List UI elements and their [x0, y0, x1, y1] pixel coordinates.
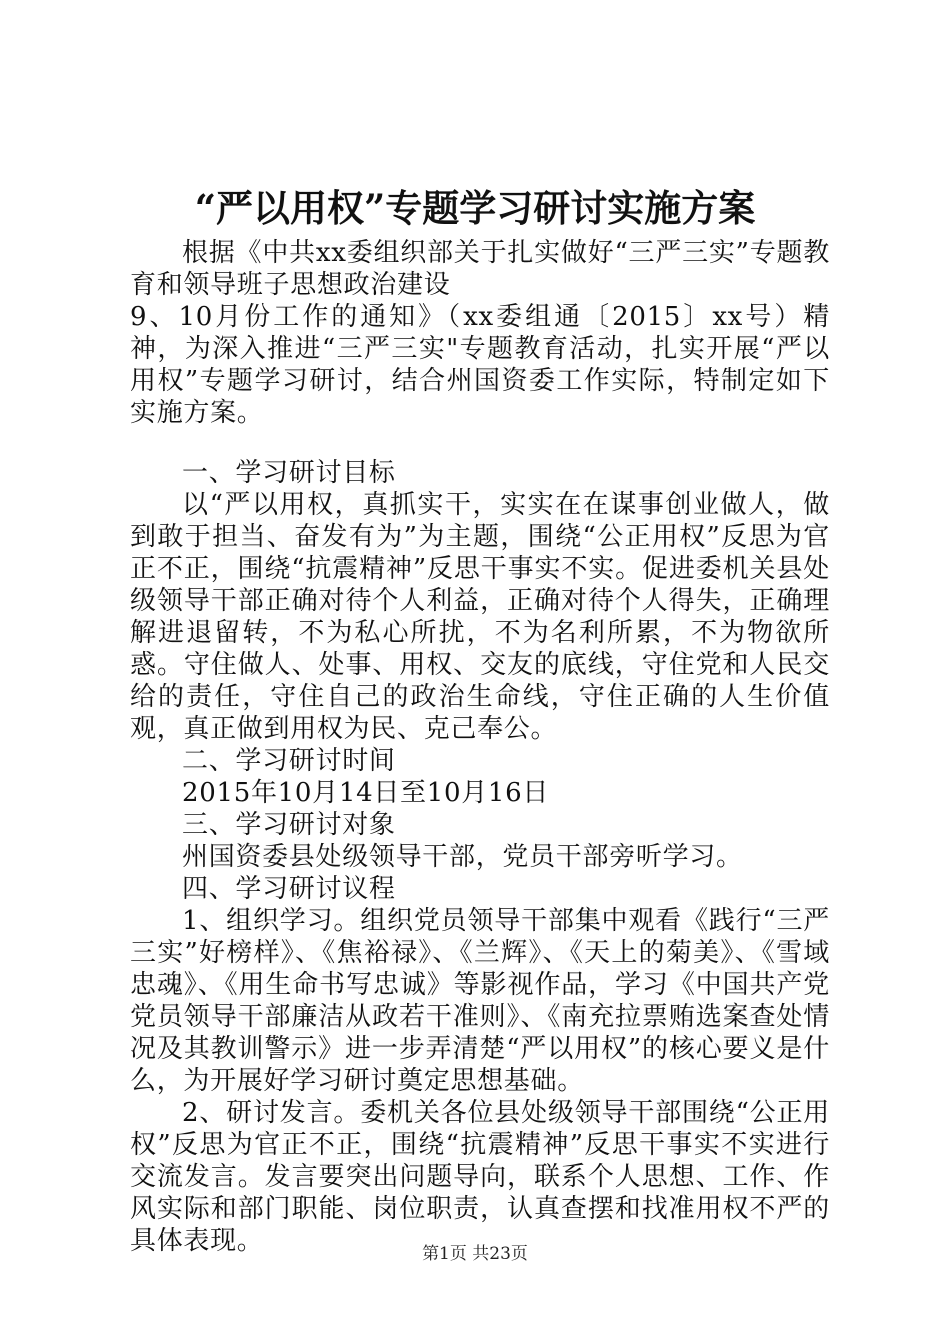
section-1-body: 以“严以用权，真抓实干，实实在在谋事创业做人，做到敢于担当、奋发有为”为主题，围绕“公正用权”反思为官正不正，围绕“抗震精神”反思干事实不实。促进委机关县处级领导干部正确对待个人利益，正确对待个人得失，正确理解进退留转，不为私心所扰，不为名利所累，不为物欲所惑。守住做人、处事、用权、交友的底线，守住党和人民交给的责任，守住自己的政治生命线，守住正确的人生价值观，真正做到用权为民、克己奉公。	[130, 490, 830, 744]
section-2-body: 2015年10月14日至10月16日	[182, 778, 550, 808]
intro-paragraph-2: 9、10月份工作的通知》（xx委组通〔2015〕xx号）精神，为深入推进“三严三实"专题教育活动，扎实开展“严以用权”专题学习研讨，结合州国资委工作实际，特制定如下实施方案。	[130, 302, 830, 428]
section-4-item-1: 1、组织学习。组织党员领导干部集中观看《践行“三严三实”好榜样》、《焦裕禄》、《兰辉》、《天上的菊美》、《雪域忠魂》、《用生命书写忠诚》等影视作品，学习《中国共产党党员领导干部廉洁从政若干准则》、《南充拉票贿选案查处情况及其教训警示》进一步弄清楚“严以用权”的核心要义是什么，为开展好学习研讨奠定思想基础。	[130, 906, 830, 1096]
section-4-item-2: 2、研讨发言。委机关各位县处级领导干部围绕“公正用权”反思为官正不正，围绕“抗震精神”反思干事实不实进行交流发言。发言要突出问题导向，联系个人思想、工作、作风实际和部门职能、岗位职责，认真查摆和找准用权不严的具体表现。	[130, 1098, 830, 1256]
document-body	[130, 237, 830, 1257]
section-3-body: 州国资委县处级领导干部，党员干部旁听学习。	[182, 842, 743, 872]
document-title: “严以用权”专题学习研讨实施方案	[194, 186, 756, 230]
page-number-footer: 第1页 共23页	[422, 1244, 528, 1264]
intro-paragraph-1: 根据《中共xx委组织部关于扎实做好“三严三实”专题教育和领导班子思想政治建设	[130, 238, 830, 300]
paragraph-gap	[130, 429, 830, 457]
section-3-heading: 三、学习研讨对象	[182, 810, 396, 840]
section-1-heading: 一、学习研讨目标	[182, 458, 396, 488]
section-4-heading: 四、学习研讨议程	[182, 874, 396, 904]
section-2-heading: 二、学习研讨时间	[182, 746, 396, 776]
